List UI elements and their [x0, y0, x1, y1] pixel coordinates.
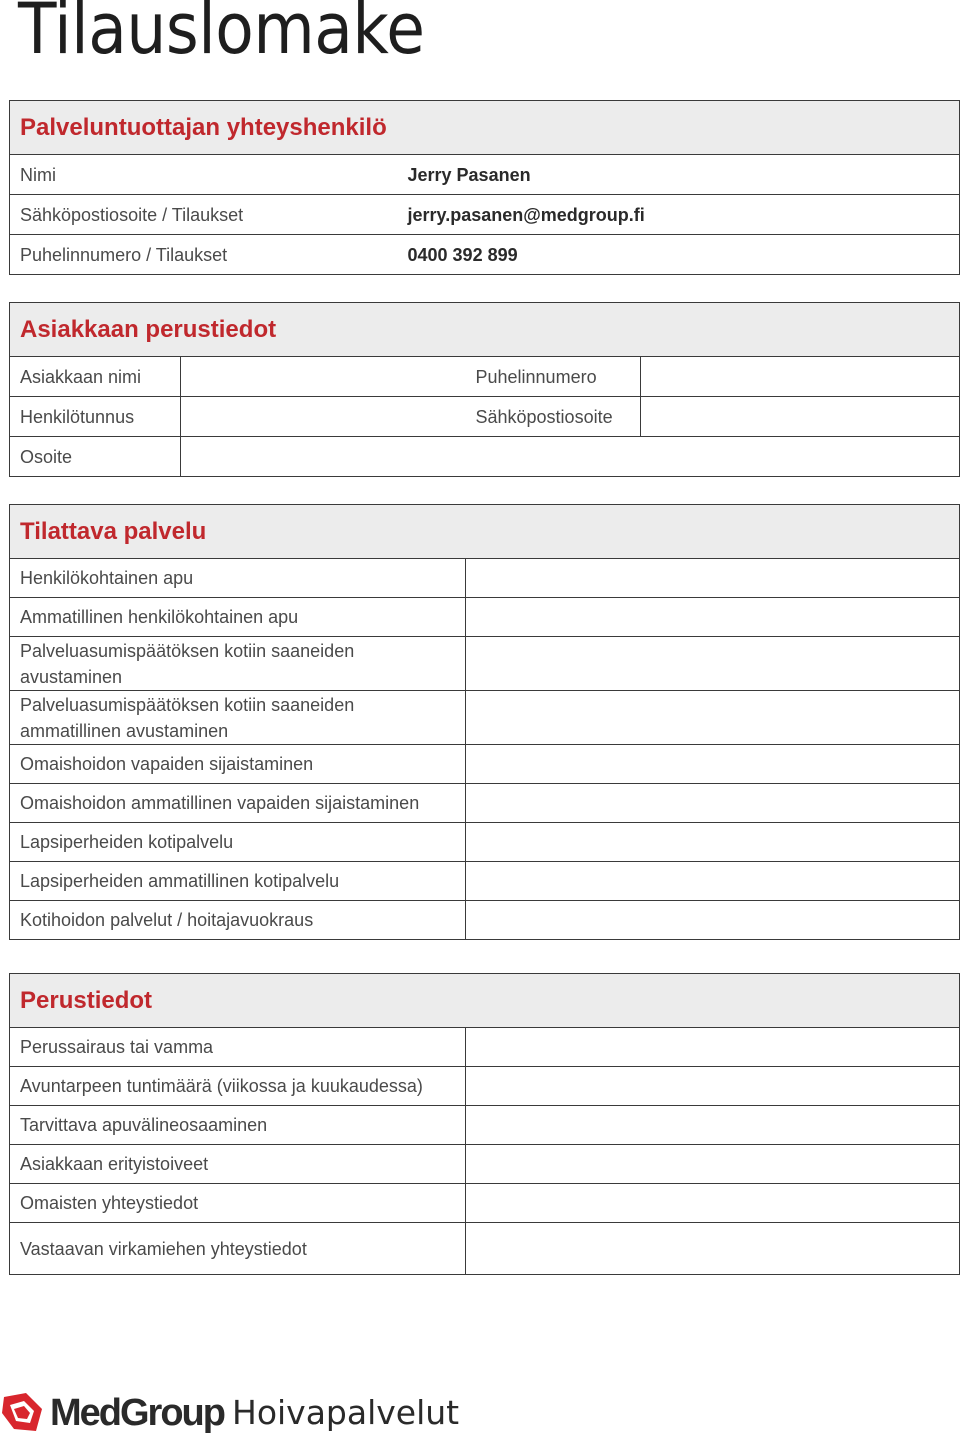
table-row — [10, 155, 960, 195]
service-label: Palveluasumispäätöksen kotiin saaneiden avustaminen — [10, 637, 466, 691]
customer-phone-label: Puhelinnumero — [466, 357, 641, 397]
table-row — [10, 235, 960, 275]
service-label: Kotihoidon palvelut / hoitajavuokraus — [10, 901, 466, 940]
service-field[interactable] — [466, 901, 960, 940]
table-row — [10, 1028, 960, 1067]
service-field[interactable] — [466, 745, 960, 784]
ordered-service-section — [9, 504, 960, 940]
customer-info-heading: Asiakkaan perustiedot — [10, 303, 960, 357]
basic-info-field[interactable] — [466, 1184, 960, 1223]
service-field[interactable] — [466, 637, 960, 691]
service-label: Omaishoidon ammatillinen vapaiden sijaistaminen — [10, 784, 466, 823]
customer-name-field[interactable] — [181, 357, 466, 397]
table-row — [10, 1145, 960, 1184]
brand-name: MedGroup — [50, 1392, 224, 1434]
service-label: Henkilökohtainen apu — [10, 559, 466, 598]
basic-info-label: Avuntarpeen tuntimäärä (viikossa ja kuukaudessa) — [10, 1067, 466, 1106]
basic-info-section — [9, 973, 960, 1275]
contact-phone-label: Puhelinnumero / Tilaukset — [10, 235, 398, 275]
basic-info-field[interactable] — [466, 1067, 960, 1106]
table-row — [10, 1184, 960, 1223]
table-row — [10, 901, 960, 940]
service-field[interactable] — [466, 559, 960, 598]
customer-ssn-label: Henkilötunnus — [10, 397, 181, 437]
service-field[interactable] — [466, 691, 960, 745]
page-title: Tilauslomake — [18, 0, 425, 70]
service-label: Palveluasumispäätöksen kotiin saaneiden ammatillinen avustaminen — [10, 691, 466, 745]
table-row — [10, 1106, 960, 1145]
table-row — [10, 437, 960, 477]
table-row — [10, 637, 960, 691]
table-row — [10, 1067, 960, 1106]
footer-logo — [0, 1388, 480, 1434]
table-row — [10, 745, 960, 784]
table-row — [10, 691, 960, 745]
customer-email-label: Sähköpostiosoite — [466, 397, 641, 437]
provider-contact-heading: Palveluntuottajan yhteyshenkilö — [10, 101, 960, 155]
basic-info-field[interactable] — [466, 1145, 960, 1184]
service-label: Lapsiperheiden ammatillinen kotipalvelu — [10, 862, 466, 901]
customer-address-label: Osoite — [10, 437, 181, 477]
customer-phone-field[interactable] — [641, 357, 960, 397]
basic-info-label: Tarvittava apuvälineosaaminen — [10, 1106, 466, 1145]
contact-name-label: Nimi — [10, 155, 398, 195]
basic-info-label: Omaisten yhteystiedot — [10, 1184, 466, 1223]
table-row — [10, 397, 960, 437]
table-row — [10, 1223, 960, 1275]
service-label: Lapsiperheiden kotipalvelu — [10, 823, 466, 862]
basic-info-label: Asiakkaan erityistoiveet — [10, 1145, 466, 1184]
service-field[interactable] — [466, 823, 960, 862]
contact-phone-value: 0400 392 899 — [398, 235, 960, 275]
basic-info-heading: Perustiedot — [10, 974, 960, 1028]
table-row — [10, 823, 960, 862]
table-row — [10, 357, 960, 397]
table-row — [10, 784, 960, 823]
contact-name-value: Jerry Pasanen — [398, 155, 960, 195]
service-field[interactable] — [466, 862, 960, 901]
customer-name-label: Asiakkaan nimi — [10, 357, 181, 397]
service-label: Ammatillinen henkilökohtainen apu — [10, 598, 466, 637]
service-field[interactable] — [466, 598, 960, 637]
table-row — [10, 862, 960, 901]
customer-address-field[interactable] — [181, 437, 960, 477]
brand-subtitle: Hoivapalvelut — [232, 1393, 460, 1432]
medgroup-logo-icon — [0, 1391, 44, 1433]
customer-info-section — [9, 302, 960, 477]
service-label: Omaishoidon vapaiden sijaistaminen — [10, 745, 466, 784]
contact-email-value[interactable]: jerry.pasanen@medgroup.fi — [398, 195, 960, 235]
basic-info-field[interactable] — [466, 1028, 960, 1067]
basic-info-field[interactable] — [466, 1106, 960, 1145]
provider-contact-section — [9, 100, 960, 275]
table-row — [10, 559, 960, 598]
table-row — [10, 598, 960, 637]
basic-info-label: Vastaavan virkamiehen yhteystiedot — [10, 1223, 466, 1275]
contact-email-label: Sähköpostiosoite / Tilaukset — [10, 195, 398, 235]
ordered-service-heading: Tilattava palvelu — [10, 505, 960, 559]
customer-ssn-field[interactable] — [181, 397, 466, 437]
basic-info-field[interactable] — [466, 1223, 960, 1275]
customer-email-field[interactable] — [641, 397, 960, 437]
basic-info-label: Perussairaus tai vamma — [10, 1028, 466, 1067]
table-row — [10, 195, 960, 235]
service-field[interactable] — [466, 784, 960, 823]
